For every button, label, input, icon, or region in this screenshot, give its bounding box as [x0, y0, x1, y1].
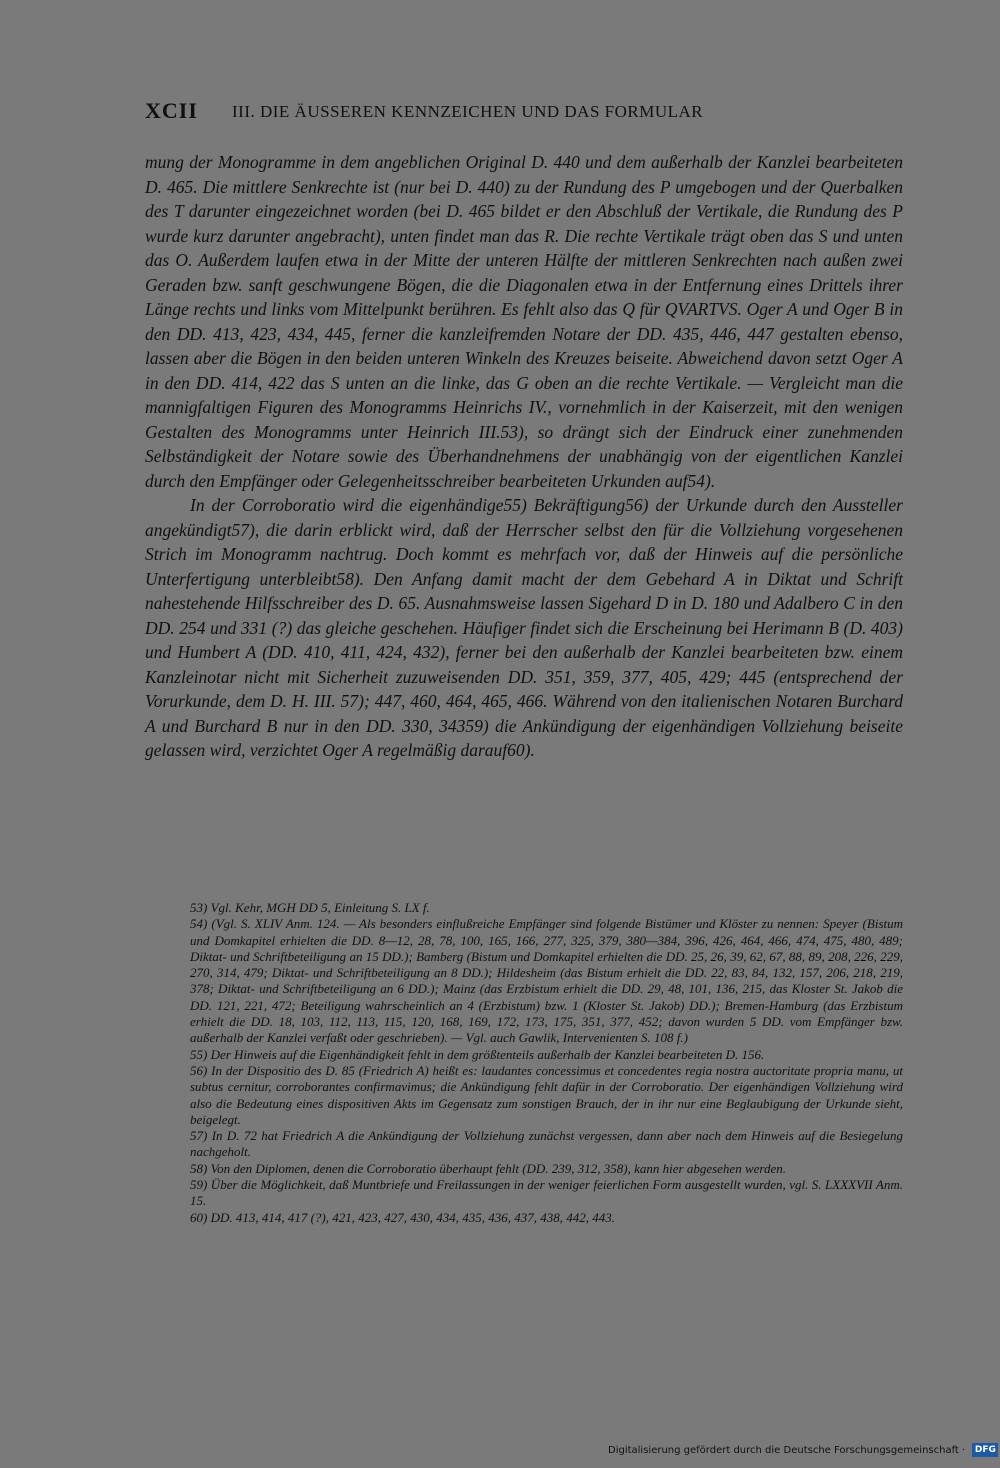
running-title: III. DIE ÄUSSEREN KENNZEICHEN UND DAS FORMULAR [232, 102, 704, 121]
funding-credit [608, 1443, 998, 1459]
footnote: 59) Über die Möglichkeit, daß Muntbriefe und Freilassungen in der weniger feierlichen Form ausgestellt wurden, vgl. S. LXXXVII Anm. 15. [190, 1177, 903, 1209]
footnote: 55) Der Hinweis auf die Eigenhändigkeit fehlt in dem größtenteils außerhalb der Kanzlei bearbeiteten D. 156. [190, 1046, 765, 1062]
footnote: 58) Von den Diplomen, denen die Corroboratio überhaupt fehlt (DD. 239, 312, 358), kann hier abgesehen werden. [190, 1160, 786, 1176]
main-text [145, 150, 903, 763]
footnote: 56) In der Dispositio des D. 85 (Friedrich A) heißt es: laudantes concessimus et concedentes regia nostra auctoritate propria manu, ut subtus cernitur, corroborantes confirmavimus; die Ankündigung fehlt dafür in der Corroboratio. Der eigenhändigen Vollziehung wird also die Bedeutung eines dispositiven Akts im Gegensatz zum sonstigen Brauch, der in ihr nur eine Beglaubigung der Urkunde sieht, beigelegt. [190, 1062, 903, 1127]
footnote: 54) (Vgl. S. XLIV Anm. 124. — Als besonders einflußreiche Empfänger sind folgende Bistümer und Klöster zu nennen: Speyer (Bistum und Domkapitel erhielten die DD. 8—12, 28, 78, 100, 165, 166, 277, 325, 379, 380—384, 396, 426, 464, 466, 474, 475, 480, 489; Diktat- und Schriftbeteiligung an 15 DD.); Bamberg (Bistum und Domkapitel erhielten die DD. 25, 26, 39, 62, 67, 88, 89, 208, 226, 229, 270, 314, 479; Diktat- und Schriftbeteiligung an 8 DD.); Hildesheim (das Bistum erhielt die DD. 22, 83, 84, 132, 157, 206, 218, 219, 378; Diktat- und Schriftbeteiligung an 6 DD.); Mainz (das Erzbistum erhielt die DD. 29, 48, 101, 136, 215, das Kloster St. Jakob die DD. 121, 221, 472; Beteiligung wahrscheinlich an 4 (Erzbistum) bzw. 1 (Kloster St. Jakob) DD.); Bremen-Hamburg (das Erzbistum erhielt die DD. 18, 103, 112, 113, 115, 120, 168, 169, 172, 173, 175, 351, 377, 452; davon wurden 5 DD. vom Empfänger bzw. außerhalb der Kanzlei verfaßt oder geschrieben). — Vgl. auch Gawlik, Intervenienten S. 108 f.) [190, 916, 903, 1046]
footnote: 60) DD. 413, 414, 417 (?), 421, 423, 427, 430, 434, 435, 436, 437, 438, 442, 443. [190, 1209, 616, 1225]
footnote: 53) Vgl. Kehr, MGH DD 5, Einleitung S. LX f. [190, 900, 430, 915]
footnote: 57) In D. 72 hat Friedrich A die Ankündigung der Vollziehung zunächst vergessen, dann aber nach dem Hinweis auf die Besiegelung nachgeholt. [190, 1128, 903, 1160]
dfg-logo-icon: DFG [972, 1443, 998, 1457]
funding-note: Digitalisierung gefördert durch die Deutsche Forschungsgemeinschaft · [608, 1445, 966, 1456]
paragraph: In der Corroboratio wird die eigenhändige55) Bekräftigung56) der Urkunde durch den Aussteller angekündigt57), die darin erblickt wird, daß der Herrscher selbst den für die Vollziehung vorgesehenen Strich im Monogramm nachtrug. Doch kommt es mehrfach vor, daß der Hinweis auf die persönliche Unterfertigung unterbleibt58). Den Anfang damit macht der dem Gebehard A in Diktat und Schrift nahestehende Hilfsschreiber des D. 65. Ausnahmsweise lassen Sigehard D in D. 180 und Adalbero C in den DD. 254 und 331 (?) das gleiche geschehen. Häufiger findet sich die Erscheinung bei Herimann B (D. 403) und Humbert A (DD. 410, 411, 424, 432), ferner bei den außerhalb der Kanzlei bearbeiteten bzw. einem Kanzleinotar nicht mit Sicherheit zuzuweisenden DD. 351, 359, 377, 405, 429; 445 (entsprechend der Vorurkunde, dem D. H. III. 57); 447, 460, 464, 465, 466. Während von den italienischen Notaren Burchard A und Burchard B nur in den DD. 330, 34359) die Ankündigung der eigenhändigen Vollziehung beiseite gelassen wird, verzichtet Oger A regelmäßig darauf60). [145, 495, 903, 760]
running-header [145, 98, 810, 128]
footnotes [190, 900, 903, 1226]
paragraph: mung der Monogramme in dem angeblichen Original D. 440 und dem außerhalb der Kanzlei bearbeiteten D. 465. Die mittlere Senkrechte ist (nur bei D. 440) zu der Rundung des P umgebogen und der Querbalken des T darunter eingezeichnet worden (bei D. 465 bildet er den Abschluß der Vertikale, die Rundung des P wurde kurz darunter angebracht), unten findet man das R. Die rechte Vertikale trägt oben das S und unten das O. Außerdem laufen etwa in der Mitte der unteren Hälfte der mittleren Senkrechten nach außen zwei Geraden bzw. sanft geschwungene Bögen, die die Diagonalen etwa in der Entfernung eines Drittels ihrer Länge rechts und links vom Mittelpunkt berühren. Es fehlt also das Q für QVARTVS. Oger A und Oger B in den DD. 413, 423, 434, 445, ferner die kanzleifremden Notare der DD. 435, 446, 447 gestalten ebenso, lassen aber die Bögen in den beiden unteren Winkeln des Kreuzes beiseite. Abweichend davon setzt Oger A in den DD. 414, 422 das S unten an die linke, das G oben an die rechte Vertikale. — Vergleicht man die mannigfaltigen Figuren des Monogramms Heinrichs IV., vornehmlich in der Kaiserzeit, mit den wenigen Gestalten des Monogramms unter Heinrich III.53), so drängt sich der Eindruck einer zunehmenden Selbständigkeit der Notare sowie des Überhandnehmens der unabhängig von der eigentlichen Kanzlei durch den Empfänger oder Gelegenheitsschreiber bearbeiteten Urkunden auf54). [145, 152, 903, 491]
page-number: XCII [145, 98, 198, 123]
